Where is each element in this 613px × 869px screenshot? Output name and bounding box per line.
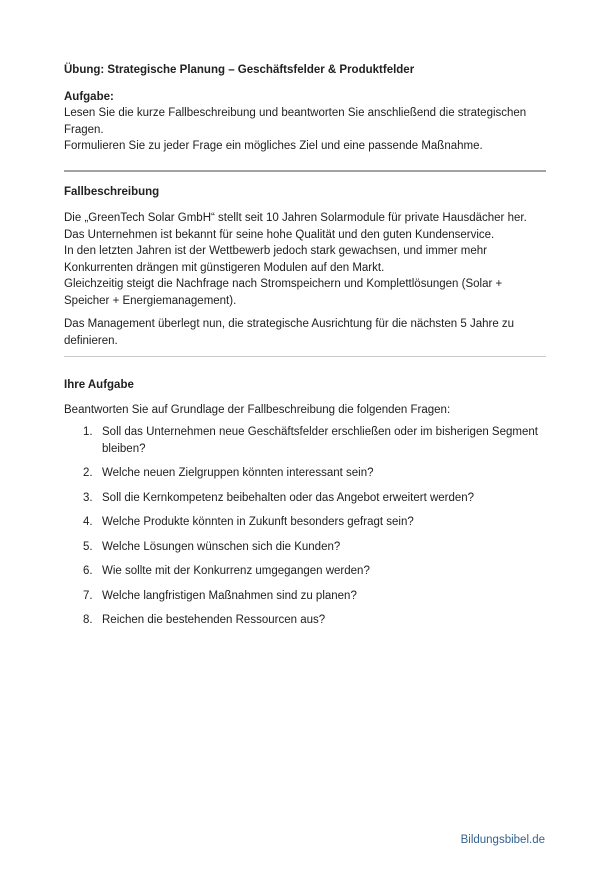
section-divider-top xyxy=(64,170,546,172)
text-line: Lesen Sie die kurze Fallbeschreibung und beantworten Sie anschließend die strategischen Fragen. xyxy=(64,107,527,136)
list-item xyxy=(64,424,550,457)
list-item-number: 4. xyxy=(83,516,93,528)
list-item-text: Wie sollte mit der Konkurrenz umgegangen werden? xyxy=(102,565,370,577)
list-item-number: 3. xyxy=(83,491,93,504)
list-item-number: 5. xyxy=(83,540,93,553)
list-item-text: Welche Lösungen wünschen sich die Kunden? xyxy=(102,540,341,553)
questions-intro: Beantworten Sie auf Grundlage der Fallbeschreibung die folgenden Fragen: xyxy=(64,403,451,416)
list-item xyxy=(64,588,550,605)
list-item-number: 7. xyxy=(83,589,93,602)
footer-site-link[interactable]: Bildungsbibel.de xyxy=(460,834,545,846)
section-aufgabe xyxy=(64,89,550,155)
list-item-text: Welche neuen Zielgruppen könnten interessant sein? xyxy=(102,467,374,479)
section-divider-bottom xyxy=(64,356,546,357)
text-line: Das Unternehmen ist bekannt für seine hohe Qualität und den guten Kundenservice. xyxy=(64,228,495,241)
list-item-text: Welche Produkte könnten in Zukunft besonders gefragt sein? xyxy=(102,516,414,528)
list-item xyxy=(64,563,550,580)
list-item-number: 1. xyxy=(83,426,93,438)
text-line: In den letzten Jahren ist der Wettbewerb jedoch stark gewachsen, und immer mehr Konkurrenten drängen mit günstigeren Modulen auf den Markt. xyxy=(64,245,487,274)
text-line: Die „GreenTech Solar GmbH“ stellt seit 10 Jahren Solarmodule für private Hausdächer her. xyxy=(64,212,527,224)
list-item-number: 6. xyxy=(83,565,93,577)
fallbeschreibung-heading: Fallbeschreibung xyxy=(64,185,160,198)
list-item xyxy=(64,514,550,531)
list-item xyxy=(64,465,550,482)
section-fallbeschreibung xyxy=(64,184,550,350)
text-line: Gleichzeitig steigt die Nachfrage nach Stromspeichern und Komplettlösungen (Solar + Speicher + Energiemanagement). xyxy=(64,278,503,307)
list-item-text: Welche langfristigen Maßnahmen sind zu planen? xyxy=(102,589,357,602)
aufgabe-heading: Aufgabe: xyxy=(64,90,114,103)
list-item-text: Reichen die bestehenden Ressourcen aus? xyxy=(102,614,326,626)
text-line: Formulieren Sie zu jeder Frage ein mögliches Ziel und eine passende Maßnahme. xyxy=(64,140,483,152)
section-ihre-aufgabe xyxy=(64,377,550,629)
ihre-aufgabe-heading: Ihre Aufgabe xyxy=(64,379,134,391)
fallbeschreibung-closing: Das Management überlegt nun, die strategische Ausrichtung für die nächsten 5 Jahre zu definieren. xyxy=(64,318,515,347)
list-item xyxy=(64,539,550,556)
list-item xyxy=(64,490,550,507)
list-item-text: Soll das Unternehmen neue Geschäftsfelder erschließen oder im bisherigen Segment bleiben? xyxy=(102,426,538,455)
list-item-number: 8. xyxy=(83,614,93,626)
list-item-number: 2. xyxy=(83,467,93,479)
question-list xyxy=(64,424,550,629)
list-item xyxy=(64,612,550,629)
list-item-text: Soll die Kernkompetenz beibehalten oder das Angebot erweitert werden? xyxy=(102,491,475,504)
aufgabe-text xyxy=(64,105,550,155)
fallbeschreibung-text xyxy=(64,210,550,309)
page-title: Übung: Strategische Planung – Geschäftsfelder & Produktfelder xyxy=(64,64,415,76)
